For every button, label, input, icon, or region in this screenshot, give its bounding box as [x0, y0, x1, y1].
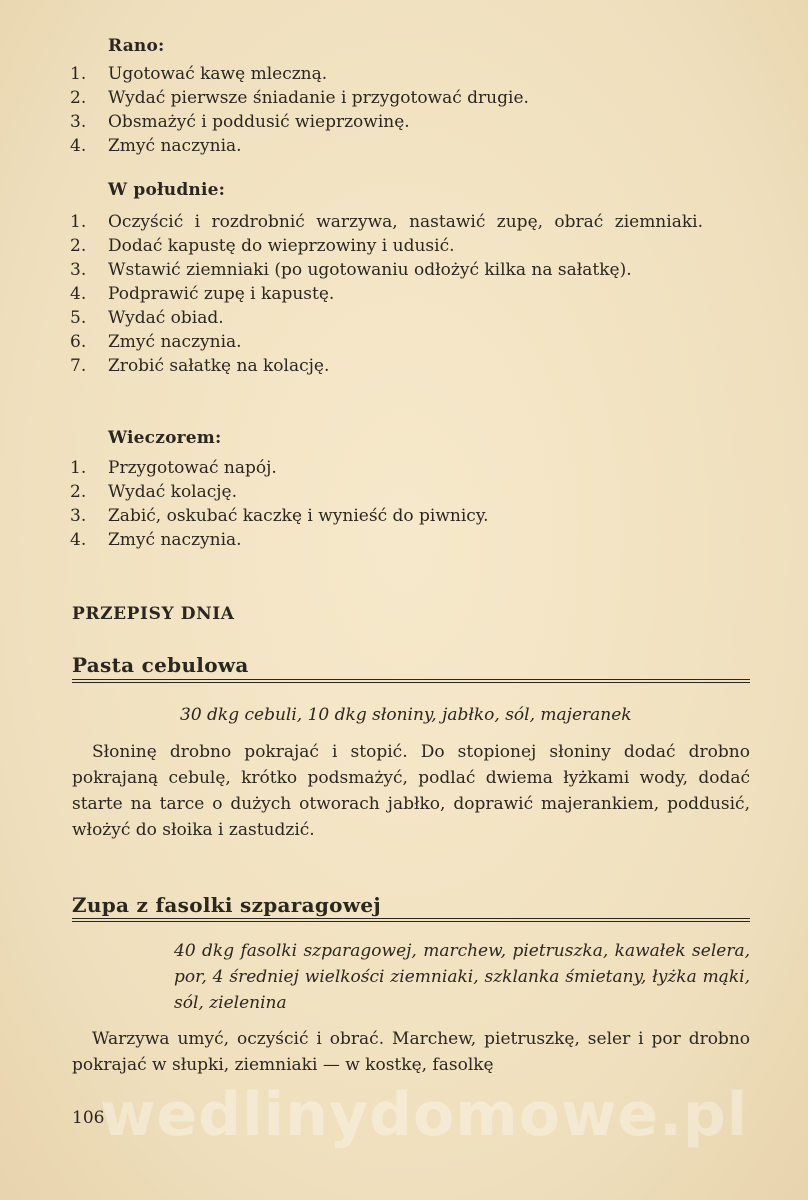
list-item [70, 110, 760, 134]
item-text: Obsmażyć i poddusić wieprzowinę. [108, 112, 410, 132]
list-item [70, 210, 760, 234]
item-text: Wydać obiad. [108, 308, 224, 328]
title-rule [72, 918, 750, 922]
recipe-instructions: Warzywa umyć, oczyścić i obrać. Marchew, pietruszkę, seler i por drobno pokrajać w słupki, ziemniaki — w kostkę, fasolkę [72, 1029, 750, 1075]
recipe-ingredients: 30 dkg cebuli, 10 dkg słoniny, jabłko, sól, majeranek [180, 705, 632, 725]
evening-list [70, 456, 760, 552]
item-text: Przygotować napój. [108, 458, 277, 478]
item-number: 3. [70, 260, 87, 280]
list-item [70, 86, 760, 110]
list-item [70, 134, 760, 158]
item-text: Dodać kapustę do wieprzowiny i udusić. [108, 236, 455, 256]
item-text: Zmyć naczynia. [108, 530, 242, 550]
noon-list [70, 210, 760, 378]
item-number: 2. [70, 482, 87, 502]
item-text: Ugotować kawę mleczną. [108, 64, 328, 84]
item-text: Podprawić zupę i kapustę. [108, 284, 335, 304]
morning-list [70, 62, 760, 158]
item-number: 3. [70, 506, 87, 526]
item-number: 1. [70, 64, 87, 84]
morning-heading: Rano: [108, 36, 165, 56]
list-item [70, 258, 760, 282]
item-text: Wydać pierwsze śniadanie i przygotować drugie. [108, 88, 529, 108]
item-text: Zmyć naczynia. [108, 332, 242, 352]
list-item [70, 480, 760, 504]
list-item [70, 62, 760, 86]
item-number: 4. [70, 530, 87, 550]
list-item [70, 354, 760, 378]
recipes-heading: PRZEPISY DNIA [72, 604, 235, 624]
list-item [70, 234, 760, 258]
item-text: Zabić, oskubać kaczkę i wynieść do piwnicy. [108, 506, 489, 526]
list-item [70, 504, 760, 528]
item-text: Oczyścić i rozdrobnić warzywa, nastawić zupę, obrać ziemniaki. [108, 212, 703, 232]
recipe-title: Pasta cebulowa [72, 653, 249, 677]
list-item [70, 528, 760, 552]
item-number: 3. [70, 112, 87, 132]
item-text: Zrobić sałatkę na kolację. [108, 356, 330, 376]
watermark: wedlinydomowe.pl [100, 1080, 749, 1150]
item-text: Zmyć naczynia. [108, 136, 242, 156]
item-number: 2. [70, 236, 87, 256]
recipe-ingredients: 40 dkg fasolki szparagowej, marchew, pietruszka, kawałek selera, por, 4 średniej wielkości ziemniaki, szklanka śmietany, łyżka mąki, sól, zielenina [174, 941, 750, 1013]
evening-heading: Wieczorem: [108, 428, 222, 448]
item-number: 6. [70, 332, 87, 352]
recipe-title: Zupa z fasolki szparagowej [72, 893, 381, 917]
item-number: 4. [70, 136, 87, 156]
item-text: Wydać kolację. [108, 482, 238, 502]
item-number: 2. [70, 88, 87, 108]
recipe-instructions: Słoninę drobno pokrajać i stopić. Do stopionej słoniny dodać drobno pokrajaną cebulę, krótko podsmażyć, podlać dwiema łyżkami wody, dodać starte na tarce o dużych otworach jabłko, doprawić majerankiem, poddusić, włożyć do słoika i zastudzić. [72, 742, 750, 840]
item-number: 4. [70, 284, 87, 304]
page-number: 106 [72, 1108, 105, 1128]
list-item [70, 456, 760, 480]
item-text: Wstawić ziemniaki (po ugotowaniu odłożyć kilka na sałatkę). [108, 260, 632, 280]
title-rule [72, 679, 750, 683]
noon-heading: W południe: [108, 180, 226, 200]
item-number: 1. [70, 212, 87, 232]
list-item [70, 330, 760, 354]
list-item [70, 306, 760, 330]
item-number: 1. [70, 458, 87, 478]
list-item [70, 282, 760, 306]
item-number: 5. [70, 308, 87, 328]
item-number: 7. [70, 356, 87, 376]
